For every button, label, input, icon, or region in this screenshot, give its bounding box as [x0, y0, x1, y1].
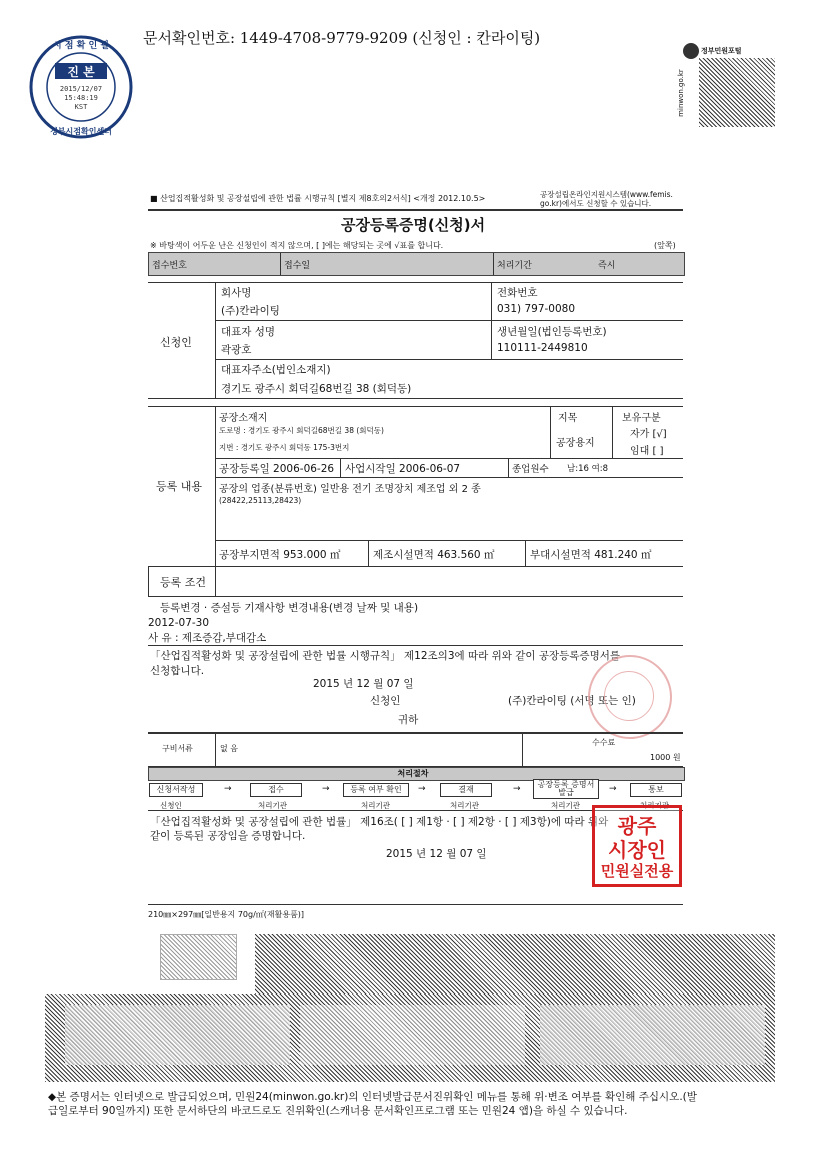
- fee-value: 1000 원: [650, 753, 681, 762]
- registration-section-label: 등록 내용: [156, 480, 203, 493]
- paper-spec: 210㎜×297㎜[일반용지 70g/㎡(재활용품)]: [148, 910, 305, 919]
- procedure-title: 처리절차: [397, 769, 429, 778]
- changes-date: 2012-07-30: [148, 617, 210, 629]
- docs-value: 없 음: [220, 744, 238, 753]
- declaration-line-2: 신청합니다.: [150, 665, 205, 677]
- processing-period-value: 즉시: [598, 261, 616, 271]
- site-area: 공장부지면적 953.000 ㎡: [219, 549, 341, 561]
- industry-codes: (28422,25113,28423): [219, 496, 302, 505]
- certification-date: 2015 년 12 월 07 일: [386, 848, 487, 860]
- industry-type: 공장의 업종(분류번호) 일반용 전기 조명장치 제조업 외 2 종: [219, 484, 481, 495]
- declaration-recipient: 귀하: [398, 714, 419, 726]
- employees-value: 남:16 여:8: [567, 464, 609, 474]
- seal-date: 2015/12/07: [59, 85, 103, 93]
- declaration-applicant-label: 신청인: [370, 695, 401, 707]
- address-label: 대표자주소(법인소재지): [221, 364, 331, 376]
- stamp-line-2: 시장인: [608, 838, 666, 862]
- representative-label: 대표자 성명: [221, 326, 276, 338]
- barcode-badge: [676, 43, 775, 127]
- seal-tz: KST: [74, 103, 88, 111]
- fee-label: 수수료: [592, 738, 616, 747]
- ownership-lease: 임대 [ ]: [630, 446, 664, 457]
- document-confirmation-number: 문서확인번호: 1449-4708-9779-9209 (신청인 : 칸라이팅): [143, 29, 541, 47]
- arrow-icon: →: [322, 784, 330, 794]
- phone-label: 전화번호: [497, 287, 538, 299]
- ownership-label: 보유구분: [622, 413, 661, 424]
- step-6-box: 통보: [630, 783, 682, 797]
- seal-time: 15:48:19: [64, 94, 98, 102]
- seal-top-text: 시 점 확 인 필: [52, 41, 110, 51]
- declaration-date: 2015 년 12 월 07 일: [313, 678, 414, 690]
- portal-logo-icon: [683, 43, 699, 59]
- processing-period-label: 처리기간: [497, 261, 532, 271]
- receipt-number-label: 접수번호: [152, 261, 187, 271]
- seal-center-text: 진 본: [67, 65, 95, 79]
- changes-reason: 사 유 : 제조증감,부대감소: [148, 632, 267, 644]
- step-2-who: 처리기관: [258, 801, 287, 810]
- form-title: 공장등록증명(신청)서: [340, 216, 486, 234]
- step-1-box: 신청서작성: [149, 783, 203, 797]
- lot-address: 지번 : 경기도 광주시 회덕동 175-3번지: [219, 443, 350, 452]
- arrow-icon: →: [224, 784, 232, 794]
- step-3-who: 처리기관: [361, 801, 390, 810]
- stamp-line-3: 민원실전용: [600, 862, 674, 880]
- land-type-value: 공장용지: [556, 438, 595, 449]
- footer-line-2: 급일로부터 90일까지) 또한 문서하단의 바코드로도 진위확인(스캐너용 문서확인프로그램 또는 민원24 앱)을 하실 수 있습니다.: [48, 1105, 628, 1117]
- docs-label: 구비서류: [162, 744, 193, 753]
- business-start-date: 사업시작일 2006-06-07: [345, 463, 461, 475]
- footer-line-1: ◆본 증명서는 인터넷으로 발급되었으며, 민원24(minwon.go.kr)의 인터넷발급문서진위확인 메뉴를 통해 위·변조 여부를 확인해 주십시오.(발: [48, 1091, 697, 1103]
- step-1-who: 신청인: [160, 801, 182, 810]
- representative-value: 곽광호: [221, 344, 252, 356]
- registration-date: 공장등록일 2006-06-26: [219, 463, 335, 475]
- seal-bottom-text: 정부시점확인센터: [50, 127, 112, 136]
- declaration-applicant-value: (주)칸라이팅 (서명 또는 인): [508, 695, 636, 707]
- portal-label: 정부민원포털: [701, 47, 742, 55]
- step-4-box: 결재: [440, 783, 492, 797]
- address-value: 경기도 광주시 회덕길68번길 38 (회덕동): [221, 383, 412, 395]
- step-5-who: 처리기관: [551, 801, 580, 810]
- receipt-date-label: 접수일: [284, 261, 311, 271]
- road-address: 도로명 : 경기도 광주시 회덕길68번길 38 (회덕동): [219, 426, 384, 435]
- manufacturing-area: 제조시설면적 463.560 ㎡: [373, 549, 495, 561]
- employees-label: 종업원수: [512, 464, 549, 475]
- 2d-barcode-image: [699, 58, 775, 127]
- birth-value: 110111-2449810: [497, 342, 588, 354]
- step-4-who: 처리기관: [450, 801, 479, 810]
- page-side-label: (앞쪽): [654, 241, 676, 250]
- step-6-who: 처리기관: [640, 801, 669, 810]
- arrow-icon: →: [609, 784, 617, 794]
- stamp-line-1: 광주: [617, 814, 657, 838]
- certification-line-1: 「산업집적활성화 및 공장설립에 관한 법률」 제16조( [ ] 제1항 · [ ] 제2항 · [ ] 제3항)에 따라 위와: [150, 816, 609, 828]
- portal-url: minwon.go.kr: [676, 69, 685, 117]
- step-2-box: 접수: [250, 783, 302, 797]
- security-barcode-top: [255, 934, 775, 994]
- official-stamp: [592, 805, 682, 887]
- company-seal: [588, 655, 672, 739]
- arrow-icon: →: [513, 784, 521, 794]
- conditions-label: 등록 조건: [160, 576, 207, 589]
- step-3-box: 등록 여부 확인: [343, 783, 409, 797]
- ownership-own: 자가 [√]: [630, 429, 667, 440]
- system-note-1: 공장설립온라인지원시스템(www.femis.: [540, 190, 673, 199]
- arrow-icon: →: [418, 784, 426, 794]
- factory-location-label: 공장소재지: [219, 413, 268, 424]
- form-notice: ※ 바탕색이 어두운 난은 신청인이 적지 않으며, [ ]에는 해당되는 곳에 √표를 합니다.: [150, 241, 444, 250]
- changes-label: 등록변경 · 증설등 기재사항 변경내용(변경 날짜 및 내용): [160, 602, 419, 614]
- company-label: 회사명: [221, 287, 252, 299]
- birth-label: 생년월일(법인등록번호): [497, 326, 607, 338]
- company-value: (주)칸라이팅: [221, 305, 280, 317]
- applicant-section-label: 신청인: [160, 336, 192, 349]
- land-type-label: 지목: [558, 413, 578, 424]
- law-reference: ■ 산업집적활성화 및 공장설립에 관한 법률 시행규칙 [별지 제8호의2서식] <개정 2012.10.5>: [150, 194, 486, 203]
- step-5-box: 공장등록 증명서 발급: [533, 779, 599, 799]
- declaration-line-1: 「산업집적활성화 및 공장설립에 관한 법률 시행규칙」 제12조의3에 따라 위와 같이 공장등록증명서를: [150, 650, 620, 662]
- system-note-2: go.kr)에서도 신청할 수 있습니다.: [540, 199, 652, 208]
- certification-line-2: 같이 등록된 공장임을 증명합니다.: [150, 830, 306, 842]
- phone-value: 031) 797-0080: [497, 303, 576, 315]
- verification-seal: [27, 33, 135, 141]
- security-barcode-small: [160, 934, 237, 980]
- auxiliary-area: 부대시설면적 481.240 ㎡: [530, 549, 652, 561]
